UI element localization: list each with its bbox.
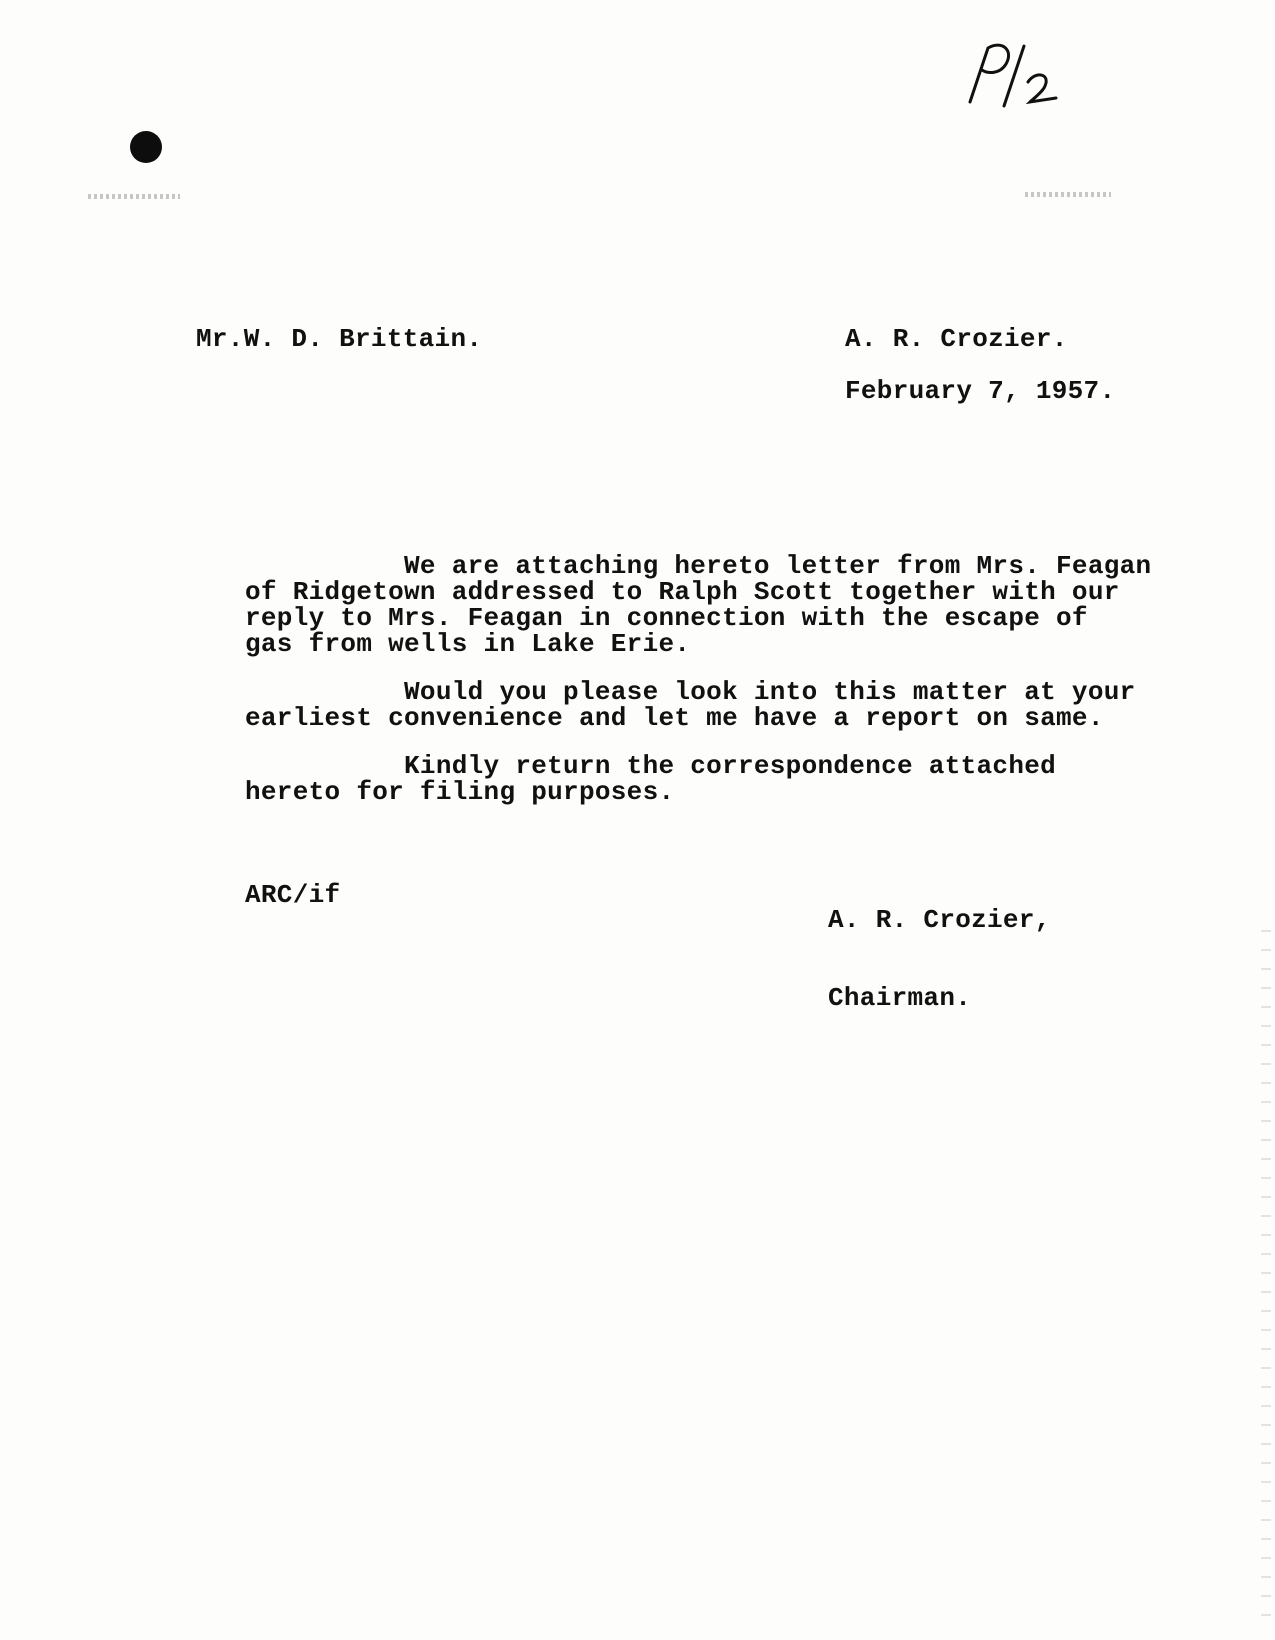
- memo-body: [245, 551, 1152, 827]
- body-paragraph: Would you please look into this matter at your earliest convenience and let me have a report on same.: [245, 677, 1136, 733]
- recipient-line: Mr.W. D. Brittain.: [196, 324, 483, 354]
- scan-edge-specks: [1261, 930, 1271, 1630]
- signature-title: Chairman.: [828, 983, 972, 1013]
- handwritten-page-mark: [962, 40, 1062, 110]
- reference-initials: ARC/if: [245, 880, 341, 910]
- punch-hole: [130, 131, 162, 163]
- date-line: February 7, 1957.: [845, 376, 1116, 406]
- body-paragraph: Kindly return the correspondence attached hereto for filing purposes.: [245, 751, 1057, 807]
- scan-smudge-right: [1025, 192, 1111, 197]
- sender-line: A. R. Crozier.: [845, 324, 1068, 354]
- scan-smudge-left: [88, 194, 180, 199]
- body-paragraph: We are attaching hereto letter from Mrs. Feagan of Ridgetown addressed to Ralph Scott together with our reply to Mrs. Feagan in connection with the escape of gas from wells in Lake Erie.: [245, 551, 1152, 659]
- signature-name: A. R. Crozier,: [828, 905, 1051, 935]
- signature-block: [828, 855, 1051, 1063]
